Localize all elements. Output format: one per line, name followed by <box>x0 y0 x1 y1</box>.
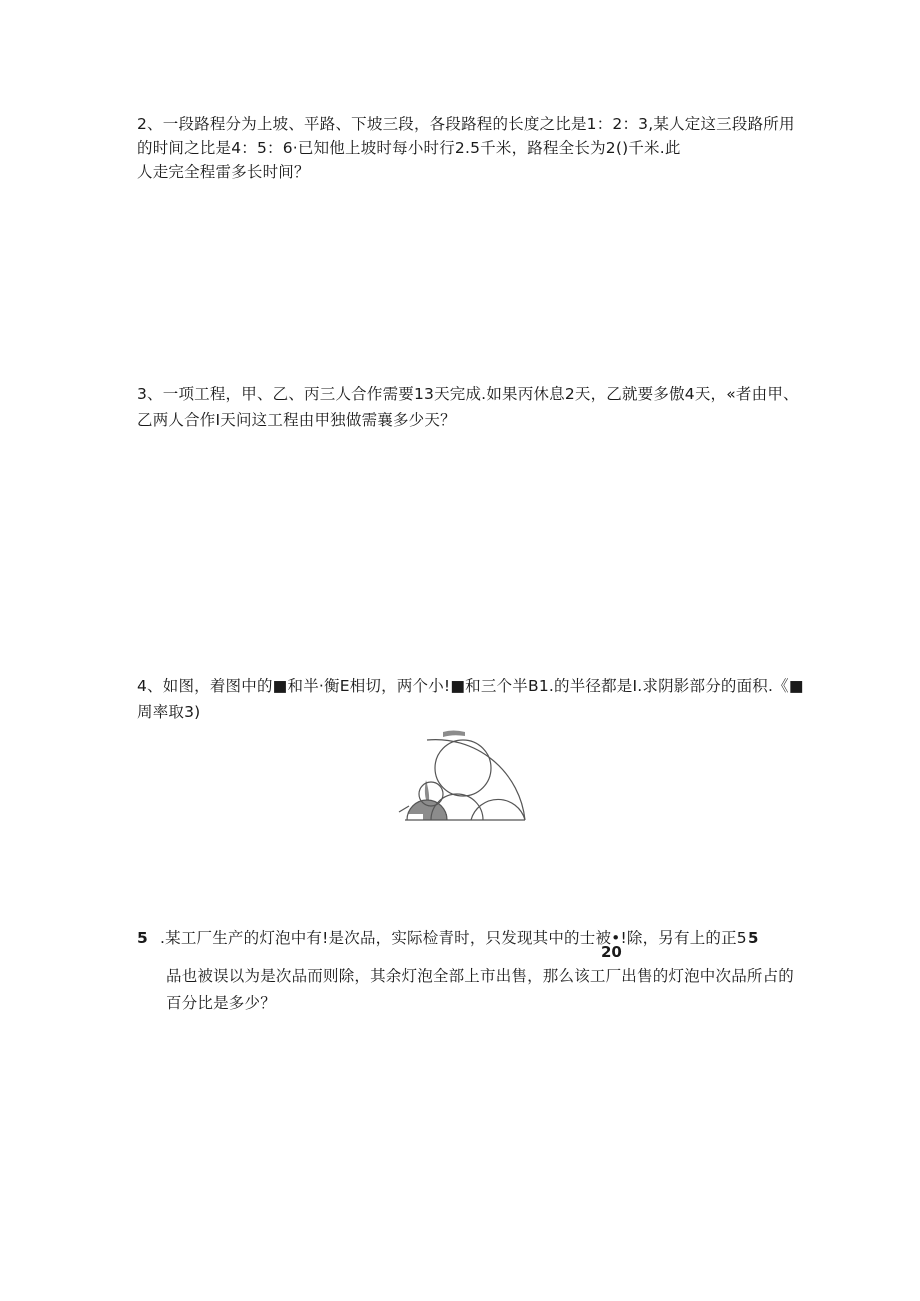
fraction-bottom: 20 <box>601 943 622 961</box>
problem-5-number: 5 <box>137 929 148 947</box>
problem-4-line-2: 周率取3) <box>137 703 201 721</box>
semicircle-right <box>471 799 525 820</box>
small-circle-top <box>435 740 491 796</box>
geometry-figure <box>395 728 529 824</box>
problem-5-line-1: .某工厂生产的灯泡中有!是次品，实际检青时，只发现其中的士被•!除，另有上的正5 <box>160 929 747 947</box>
problem-5-line-2: 品也被误以为是次品而则除，其余灯泡全部上市出售，那么该工厂出售的灯泡中次品所占的 <box>166 967 795 985</box>
left-tick <box>399 806 409 812</box>
problem-2-line-2: 的时间之比是4：5：6·已知他上坡时每小时行2.5千米，路程全长为2()千米.此 <box>137 139 681 157</box>
problem-3-line-1: 3、一项工程，甲、乙、丙三人合作需要13天完成.如果丙休息2天，乙就要多傲4天，«者由甲、 <box>137 385 799 403</box>
fraction-right: 5 <box>748 929 759 947</box>
problem-3-line-2: 乙两人合作I天问这工程由甲独做需襄多少天？ <box>137 411 456 429</box>
problem-2-line-1: 2、一段路程分为上坡、平路、下坡三段，各段路程的长度之比是1：2：3,某人定这三段路所用 <box>137 115 795 133</box>
problem-4-line-1: 4、如图，着图中的■和半·衡E相切，两个小!■和三个半B1.的半径都是I.求阴影部分的面积.《■ <box>137 677 804 695</box>
problem-2-line-3: 人走完全程雷多长时间？ <box>137 163 310 181</box>
problem-5-line-3: 百分比是多少？ <box>166 994 276 1012</box>
